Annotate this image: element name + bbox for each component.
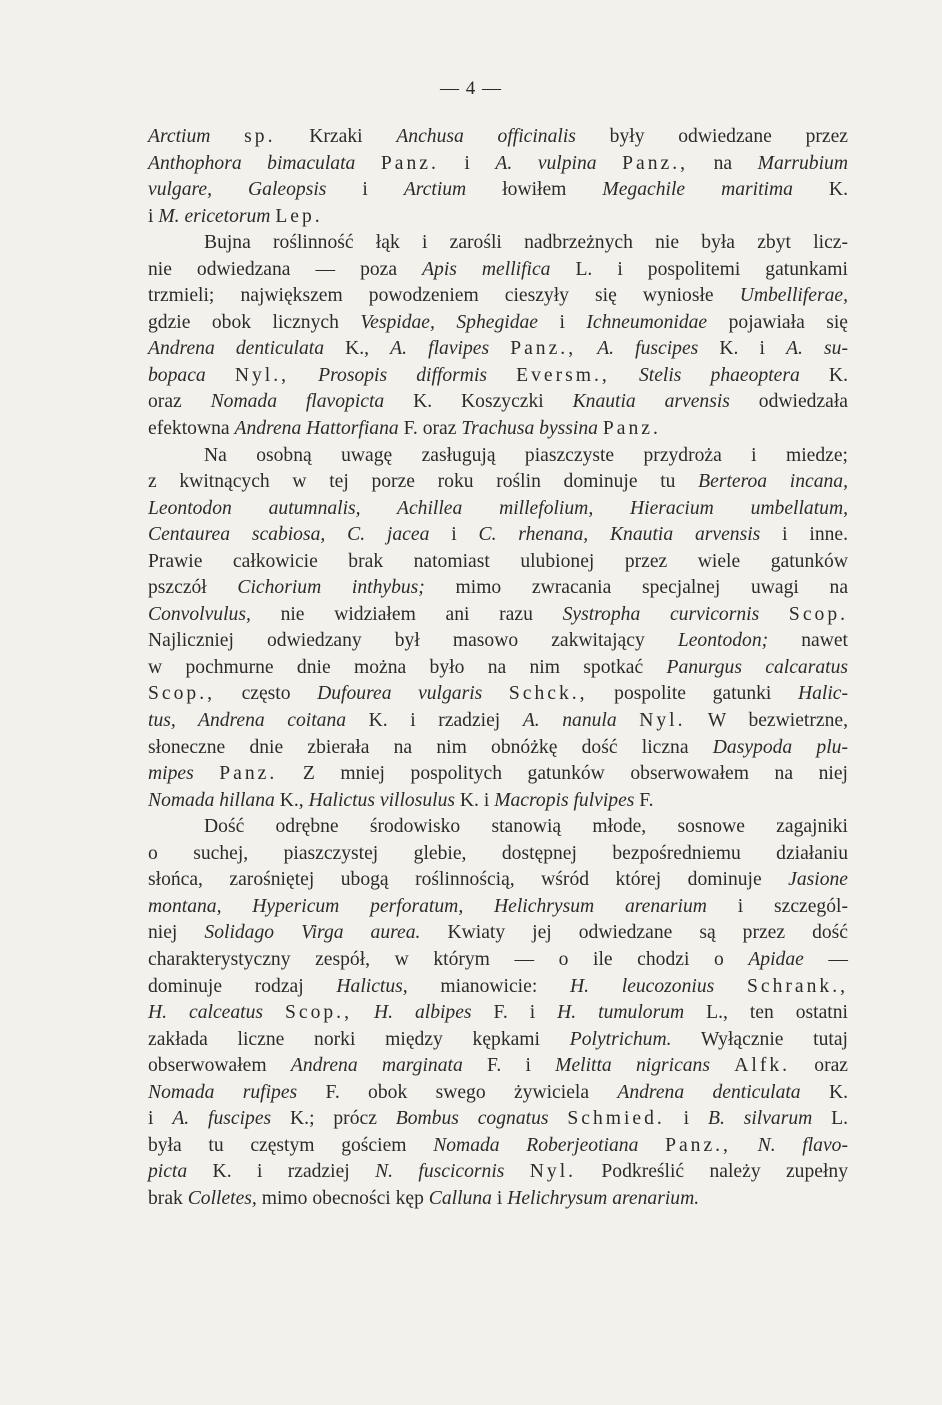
text-line: gdzie obok licznych Vespidae, Sphegidae i Ichneumonidae pojawiała się (148, 311, 848, 333)
text-line: Dość odrębne środowisko stanowią młode, sosnowe zagajniki (204, 816, 848, 838)
text-line: tus, Andrena coitana K. i rzadziej A. nanula Nyl. W bezwietrzne, (148, 710, 848, 732)
text-line: zakłada liczne norki między kępkami Polytrichum. Wyłącznie tutaj (148, 1028, 849, 1050)
text-line: bopaca Nyl., Prosopis difformis Eversm., Stelis phaeoptera K. (148, 364, 848, 386)
text-line: Leontodon autumnalis, Achillea millefolium, Hieracium umbellatum, (148, 497, 848, 519)
text-line: montana, Hypericum perforatum, Helichrysum arenarium i szczegól- (148, 895, 848, 917)
page-number: — 4 — (440, 78, 502, 99)
text-line: Andrena denticulata K., A. flavipes Panz., A. fuscipes K. i A. su- (148, 338, 849, 360)
text-line: Nomada rufipes F. obok swego żywiciela Andrena denticulata K. (148, 1081, 848, 1103)
text-line: Scop., często Dufourea vulgaris Schck., pospolite gatunki Halic- (148, 683, 848, 705)
text-line: słońca, zarośniętej ubogą roślinnością, wśród której dominuje Jasione (148, 869, 848, 891)
text-line: nie odwiedzana — poza Apis mellifica L. i pospolitemi gatunkami (148, 258, 848, 280)
text-line: oraz Nomada flavopicta K. Koszyczki Knautia arvensis odwiedzała (148, 391, 848, 413)
text-line: mipes Panz. Z mniej pospolitych gatunków obserwowałem na niej (148, 763, 848, 785)
text-line: Na osobną uwagę zasługują piaszczyste przydroża i miedze; (204, 444, 848, 466)
text-line: picta K. i rzadziej N. fuscicornis Nyl. Podkreślić należy zupełny (148, 1161, 848, 1183)
text-line: i A. fuscipes K.; prócz Bombus cognatus Schmied. i B. silvarum L. (148, 1108, 849, 1130)
text-line: H. calceatus Scop., H. albipes F. i H. tumulorum L., ten ostatni (148, 1002, 848, 1024)
text-line: brak Colletes, mimo obecności kęp Calluna i Helichrysum arenarium. (148, 1187, 700, 1209)
text-line: o suchej, piaszczystej glebie, dostępnej bezpośredniemu działaniu (148, 842, 848, 864)
text-line: Nomada hillana K., Halictus villosulus K. i Macropis fulvipes F. (148, 789, 654, 811)
text-line: Bujna roślinność łąk i zarośli nadbrzeżnych nie była zbyt licz- (204, 232, 848, 254)
text-line: trzmieli; największem powodzeniem cieszyły się wyniosłe Umbelliferae, (148, 285, 848, 307)
text-line: Anthophora bimaculata Panz. i A. vulpina Panz., na Marrubium (148, 152, 848, 174)
text-line: Centaurea scabiosa, C. jacea i C. rhenana, Knautia arvensis i inne. (148, 524, 849, 546)
text-line: dominuje rodzaj Halictus, mianowicie: H. leucozonius Schrank., (148, 975, 848, 997)
text-line: charakterystyczny zespół, w którym — o ile chodzi o Apidae — (148, 948, 848, 970)
text-line: Najliczniej odwiedzany był masowo zakwitający Leontodon; nawet (148, 630, 848, 652)
text-line: Arctium sp. Krzaki Anchusa officinalis były odwiedzane przez (148, 126, 848, 147)
text-line: efektowna Andrena Hattorfiana F. oraz Trachusa byssina Panz. (148, 418, 661, 440)
text-line: w pochmurne dnie można było na nim spotkać Panurgus calcaratus (148, 656, 848, 678)
body-text (148, 124, 848, 1212)
text-line: słoneczne dnie zbierała na nim obnóżkę dość liczna Dasypoda plu- (148, 736, 848, 758)
text-line: z kwitnących w tej porze roku roślin dominuje tu Berteroa incana, (148, 471, 848, 493)
text-line: vulgare, Galeopsis i Arctium łowiłem Megachile maritima K. (148, 179, 848, 201)
text-line: Prawie całkowicie brak natomiast ulubionej przez wiele gatunków (148, 550, 848, 572)
text-line: i M. ericetorum Lep. (148, 205, 323, 227)
text-line: Convolvulus, nie widziałem ani razu Systropha curvicornis Scop. (148, 603, 849, 625)
text-line: była tu częstym gościem Nomada Roberjeotiana Panz., N. flavo- (148, 1134, 848, 1156)
text-line: obserwowałem Andrena marginata F. i Melitta nigricans Alfk. oraz (148, 1055, 848, 1077)
text-line: niej Solidago Virga aurea. Kwiaty jej odwiedzane są przez dość (148, 922, 848, 944)
text-line: pszczół Cichorium inthybus; mimo zwracania specjalnej uwagi na (148, 577, 849, 599)
